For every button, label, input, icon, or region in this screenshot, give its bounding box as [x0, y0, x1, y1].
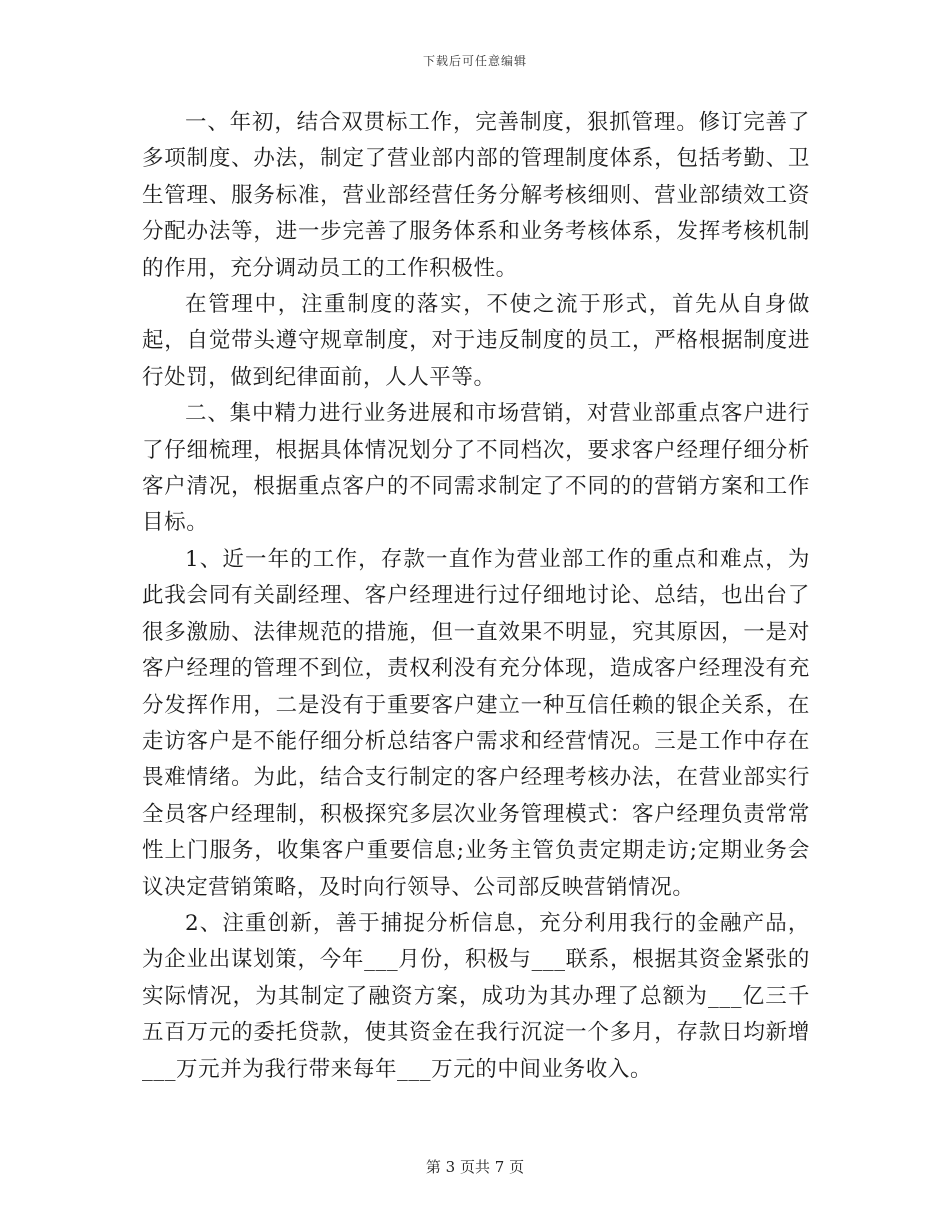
- page-number: 第 3 页共 7 页: [425, 1158, 525, 1176]
- paragraph-1: 一、年初，结合双贯标工作，完善制度，狠抓管理。修订完善了多项制度、办法，制定了营业部内部的管理制度体系，包括考勤、卫生管理、服务标准，营业部经营任务分解考核细则、营业部绩效工资分配办法等，进一步完善了服务体系和业务考核体系，发挥考核机制的作用，充分调动员工的工作积极性。: [142, 110, 810, 281]
- document-body: [142, 105, 810, 1088]
- page-header: 下载后可任意编辑: [422, 54, 527, 68]
- paragraph-2: 在管理中，注重制度的落实，不使之流于形式，首先从自身做起，自觉带头遵守规章制度，对于违反制度的员工，严格根据制度进行处罚，做到纪律面前，人人平等。: [142, 292, 810, 390]
- paragraph-3: 二、集中精力进行业务进展和市场营销，对营业部重点客户进行了仔细梳理，根据具体情况划分了不同档次，要求客户经理仔细分析客户清况，根据重点客户的不同需求制定了不同的的营销方案和工作目标。: [142, 401, 810, 536]
- paragraph-4: 1、近一年的工作，存款一直作为营业部工作的重点和难点，为此我会同有关副经理、客户经理进行过仔细地讨论、总结，也出台了很多激励、法律规范的措施，但一直效果不明显，究其原因，一是对客户经理的管理不到位，责权利没有充分体现，造成客户经理没有充分发挥作用，二是没有于重要客户建立一种互信任赖的银企关系，在走访客户是不能仔细分析总结客户需求和经营情况。三是工作中存在畏难情绪。为此，结合支行制定的客户经理考核办法，在营业部实行全员客户经理制，积极探究多层次业务管理模式：客户经理负责常常性上门服务，收集客户重要信息;业务主管负责定期走访;定期业务会议决定营销策略，及时向行领导、公司部反映营销情况。: [142, 546, 810, 900]
- paragraph-5: 2、注重创新，善于捕捉分析信息，充分利用我行的金融产品，为企业出谋划策，今年___月份，积极与___联系，根据其资金紧张的实际情况，为其制定了融资方案，成功为其办理了总额为___亿三千五百万元的委托贷款，使其资金在我行沉淀一个多月，存款日均新增___万元并为我行带来每年___万元的中间业务收入。: [142, 910, 810, 1082]
